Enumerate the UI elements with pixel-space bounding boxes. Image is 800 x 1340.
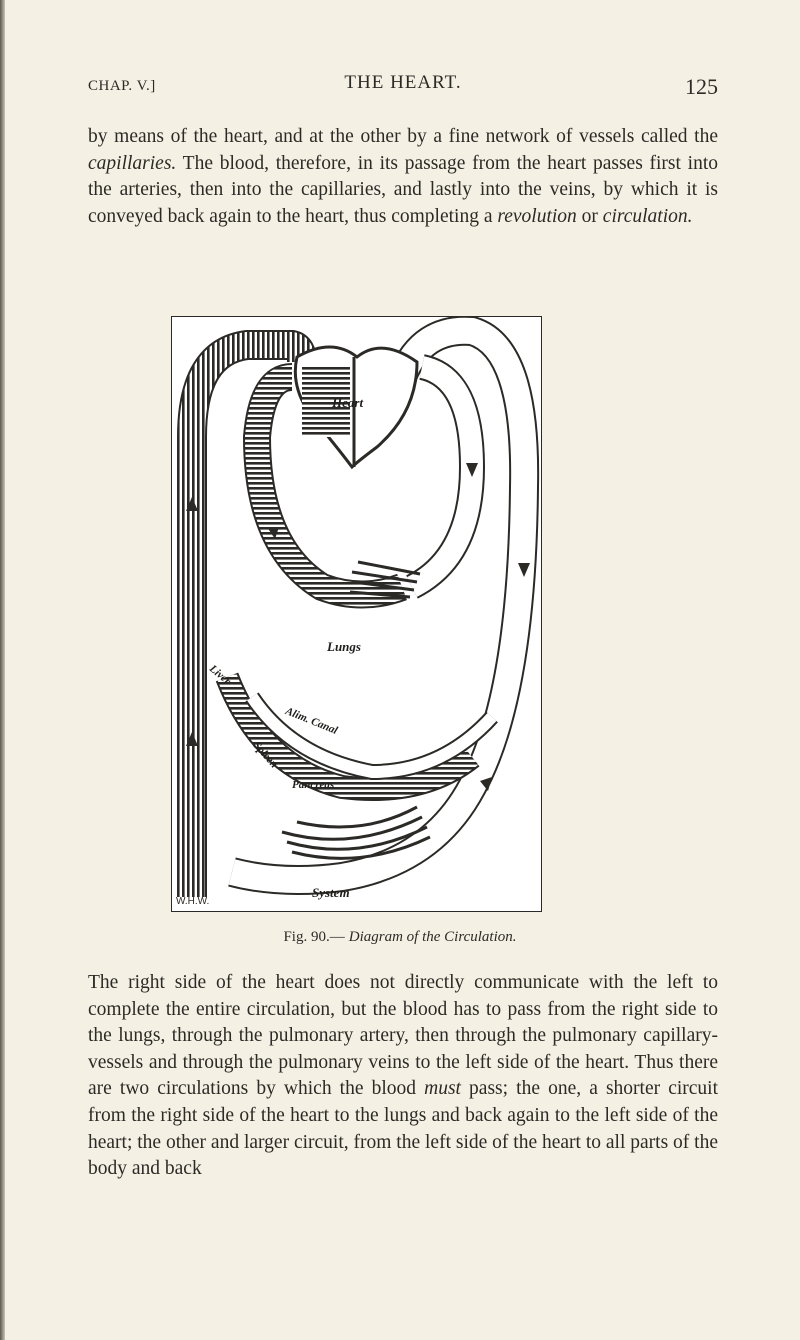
label-heart: Heart: [332, 395, 364, 410]
paragraph-text: or: [576, 205, 603, 227]
page-gutter-shadow: [0, 0, 5, 1340]
term-must: must: [424, 1078, 461, 1100]
term-capillaries: capillaries.: [88, 152, 177, 174]
chapter-label: CHAP. V.]: [88, 78, 156, 94]
paragraph-text: by means of the heart, and at the other by a fine network of vessels called the: [88, 126, 718, 147]
label-pancreas: Pancreas: [292, 779, 335, 791]
paragraph-capillaries: [88, 124, 718, 230]
running-title: THE HEART.: [344, 72, 462, 93]
paragraph-text: The blood, therefore, in its passage from the heart passes first into the arteries, then into the capillaries, and lastly into the veins, by which it is conveyed back again to the heart, thus completing a: [88, 152, 718, 227]
label-lungs: Lungs: [327, 639, 361, 654]
figure-number: Fig. 90.—: [283, 929, 345, 945]
figure-title: Diagram of the Circulation.: [348, 929, 517, 945]
term-revolution: revolution: [497, 205, 577, 227]
paragraph-text: pass; the one, a shorter circuit from the right side of the heart to the lungs and back again to the left side of the heart; the other and larger circuit, from the left side of the heart to all parts of the body and back: [88, 1078, 719, 1180]
figure-caption: [0, 929, 800, 946]
engraver-initials: W.H.W.: [176, 896, 210, 907]
label-system: System: [312, 885, 350, 900]
label-alim-canal: Alim. Canal: [283, 705, 340, 737]
page-number: 125: [685, 74, 718, 99]
label-spleen: Spleen: [250, 739, 280, 771]
paragraph-text: The right side of the heart does not directly communicate with the left to complete the entire circulation, but the blood has to pass from the right side to the lungs, through the pulmonary artery, then through the pulmonary capillary-vessels and through the pulmonary veins to the left side of the heart. Thus there are two circulations by which the blood: [88, 972, 718, 1100]
circulation-diagram: [171, 316, 542, 912]
term-circulation: circulation.: [602, 205, 693, 227]
paragraph-two-circulations: [88, 970, 718, 1183]
running-header: [88, 72, 718, 102]
label-liver: Liver: [206, 662, 233, 688]
